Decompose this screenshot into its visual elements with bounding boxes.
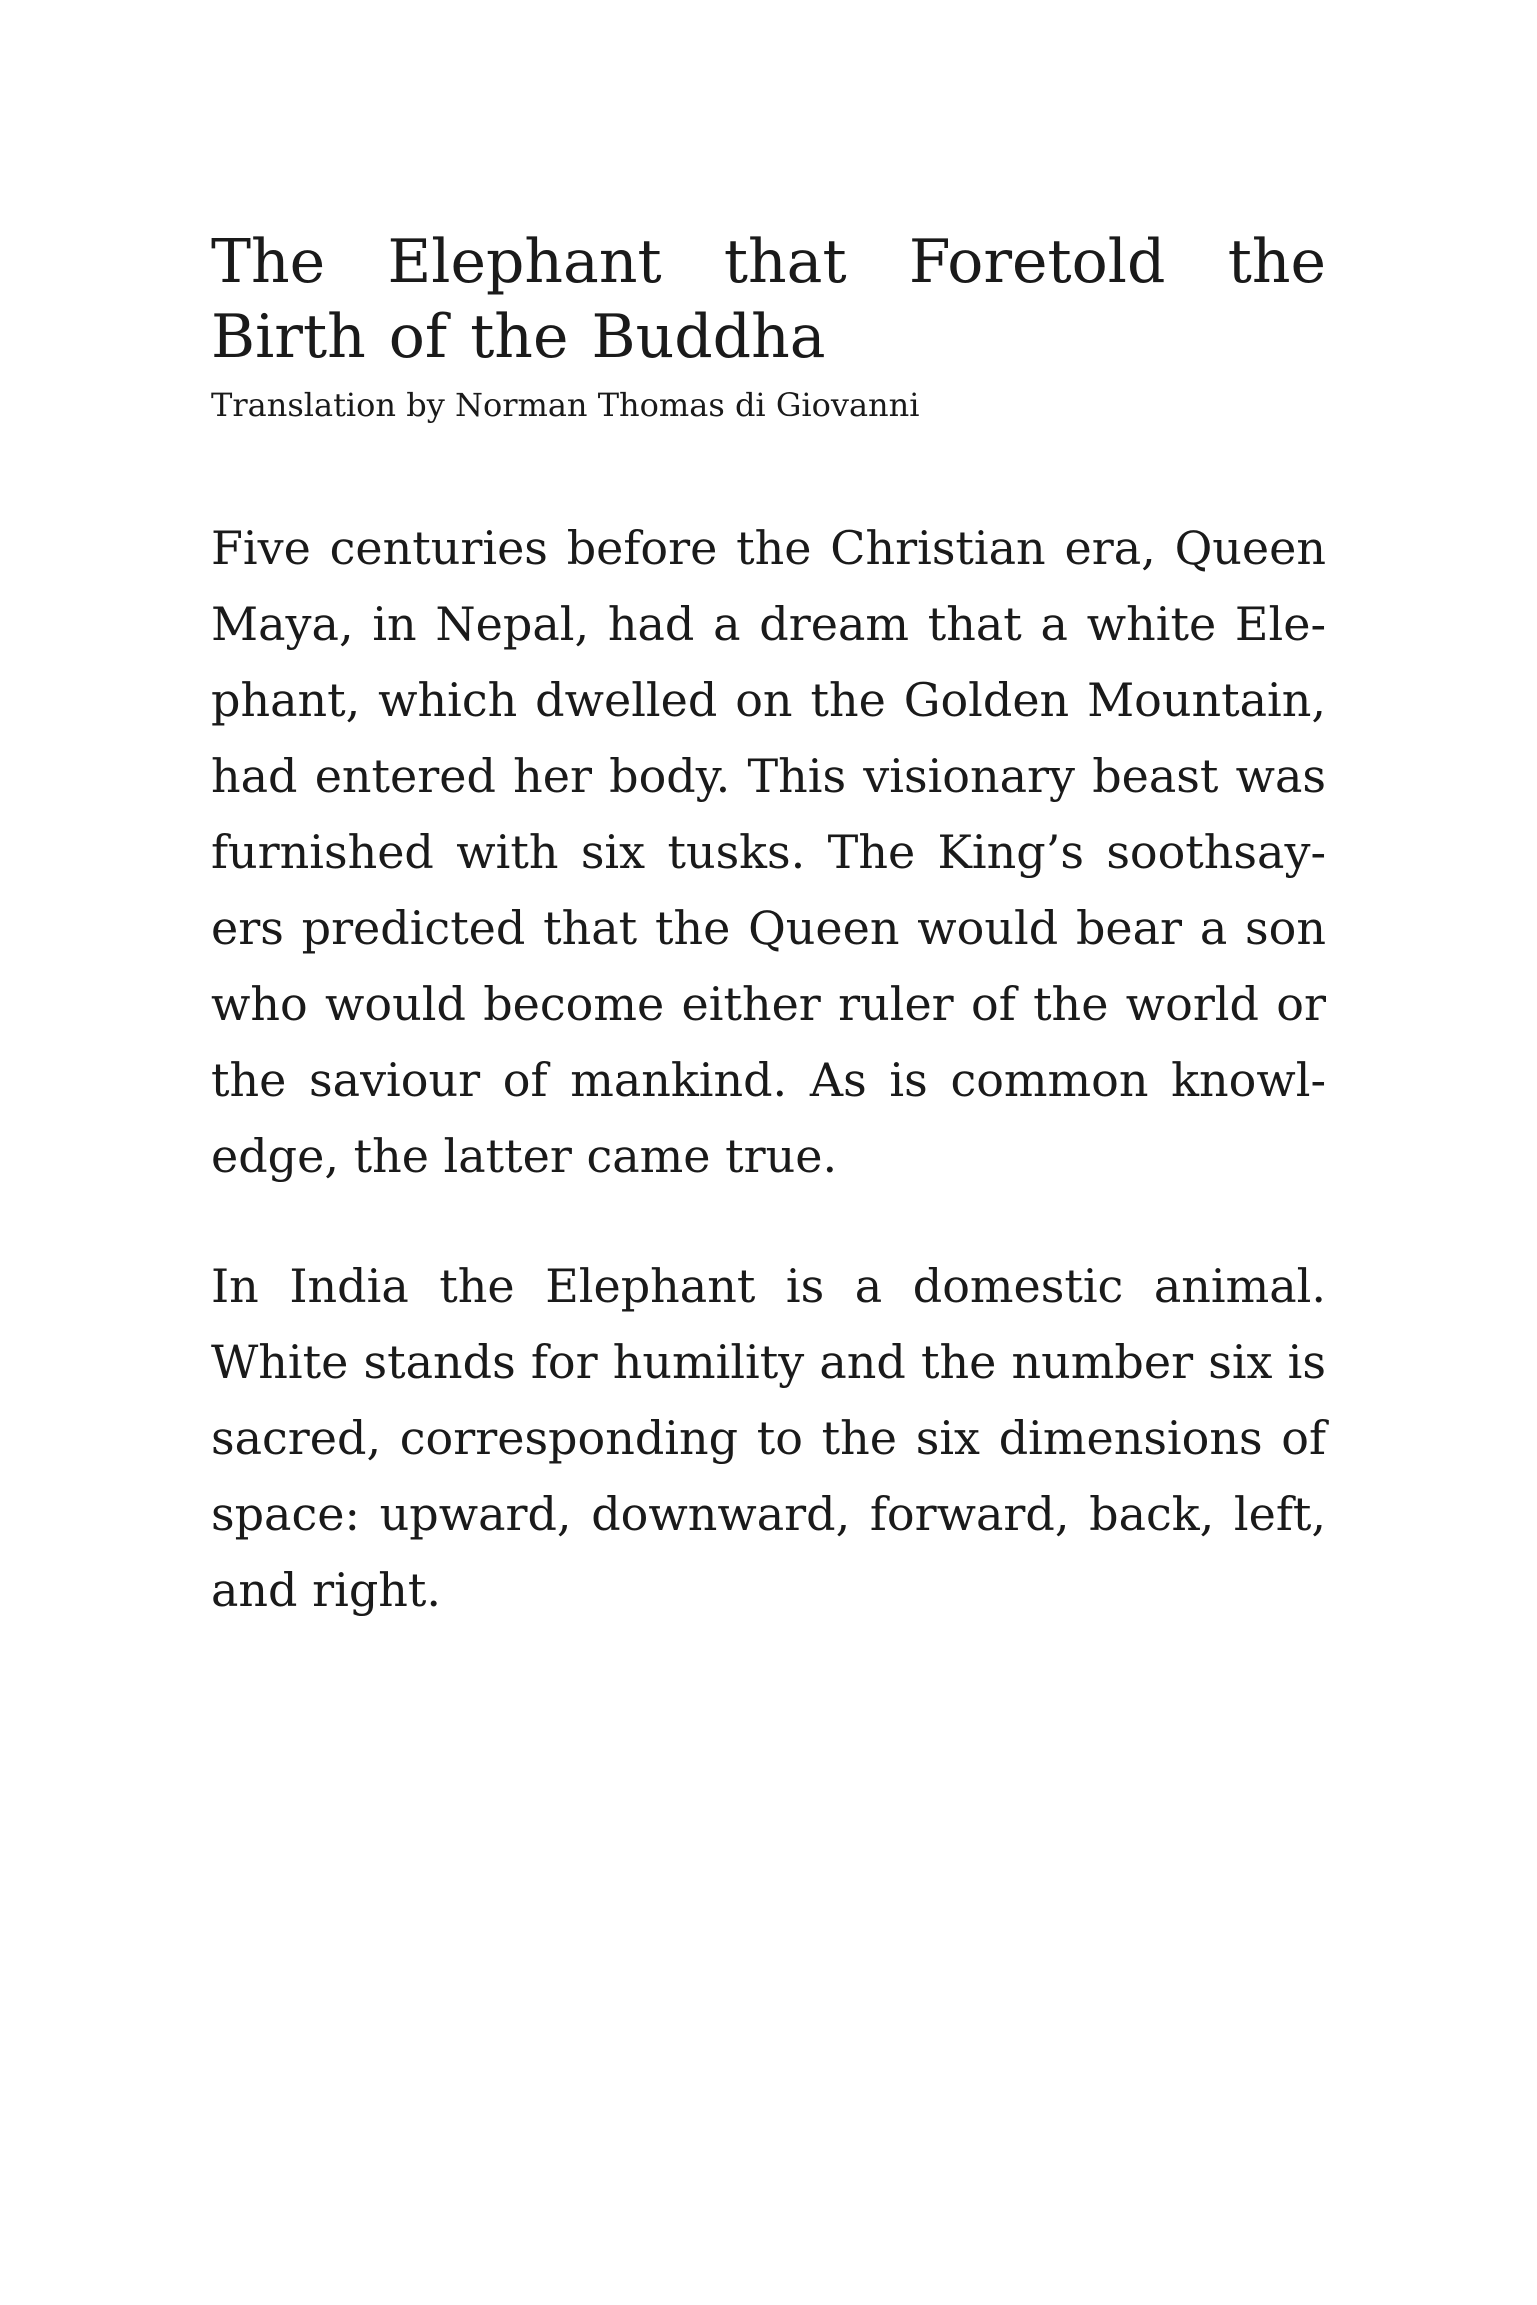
document-title: The Elephant that Foretold the Birth of the Buddha	[211, 227, 1326, 372]
document-page	[211, 225, 1326, 1628]
translator-credit: Translation by Norman Thomas di Giovanni	[211, 386, 920, 424]
paragraph-1: Five centuries before the Christian era, Queen Maya, in Nepal, had a dream that a white Elephant, which dwelled on the Golden Mountain, had entered her body. This visionary beast was furnished with six tusks. The King’s soothsayers predicted that the Queen would bear a son who would become either ruler of the world or the saviour of mankind. As is common knowledge, the latter came true.	[211, 521, 1326, 1183]
paragraph-2: In India the Elephant is a domestic animal. White stands for humility and the number six is sacred, corresponding to the six dimensions of space: upward, downward, forward, back, left, and right.	[211, 1259, 1326, 1617]
